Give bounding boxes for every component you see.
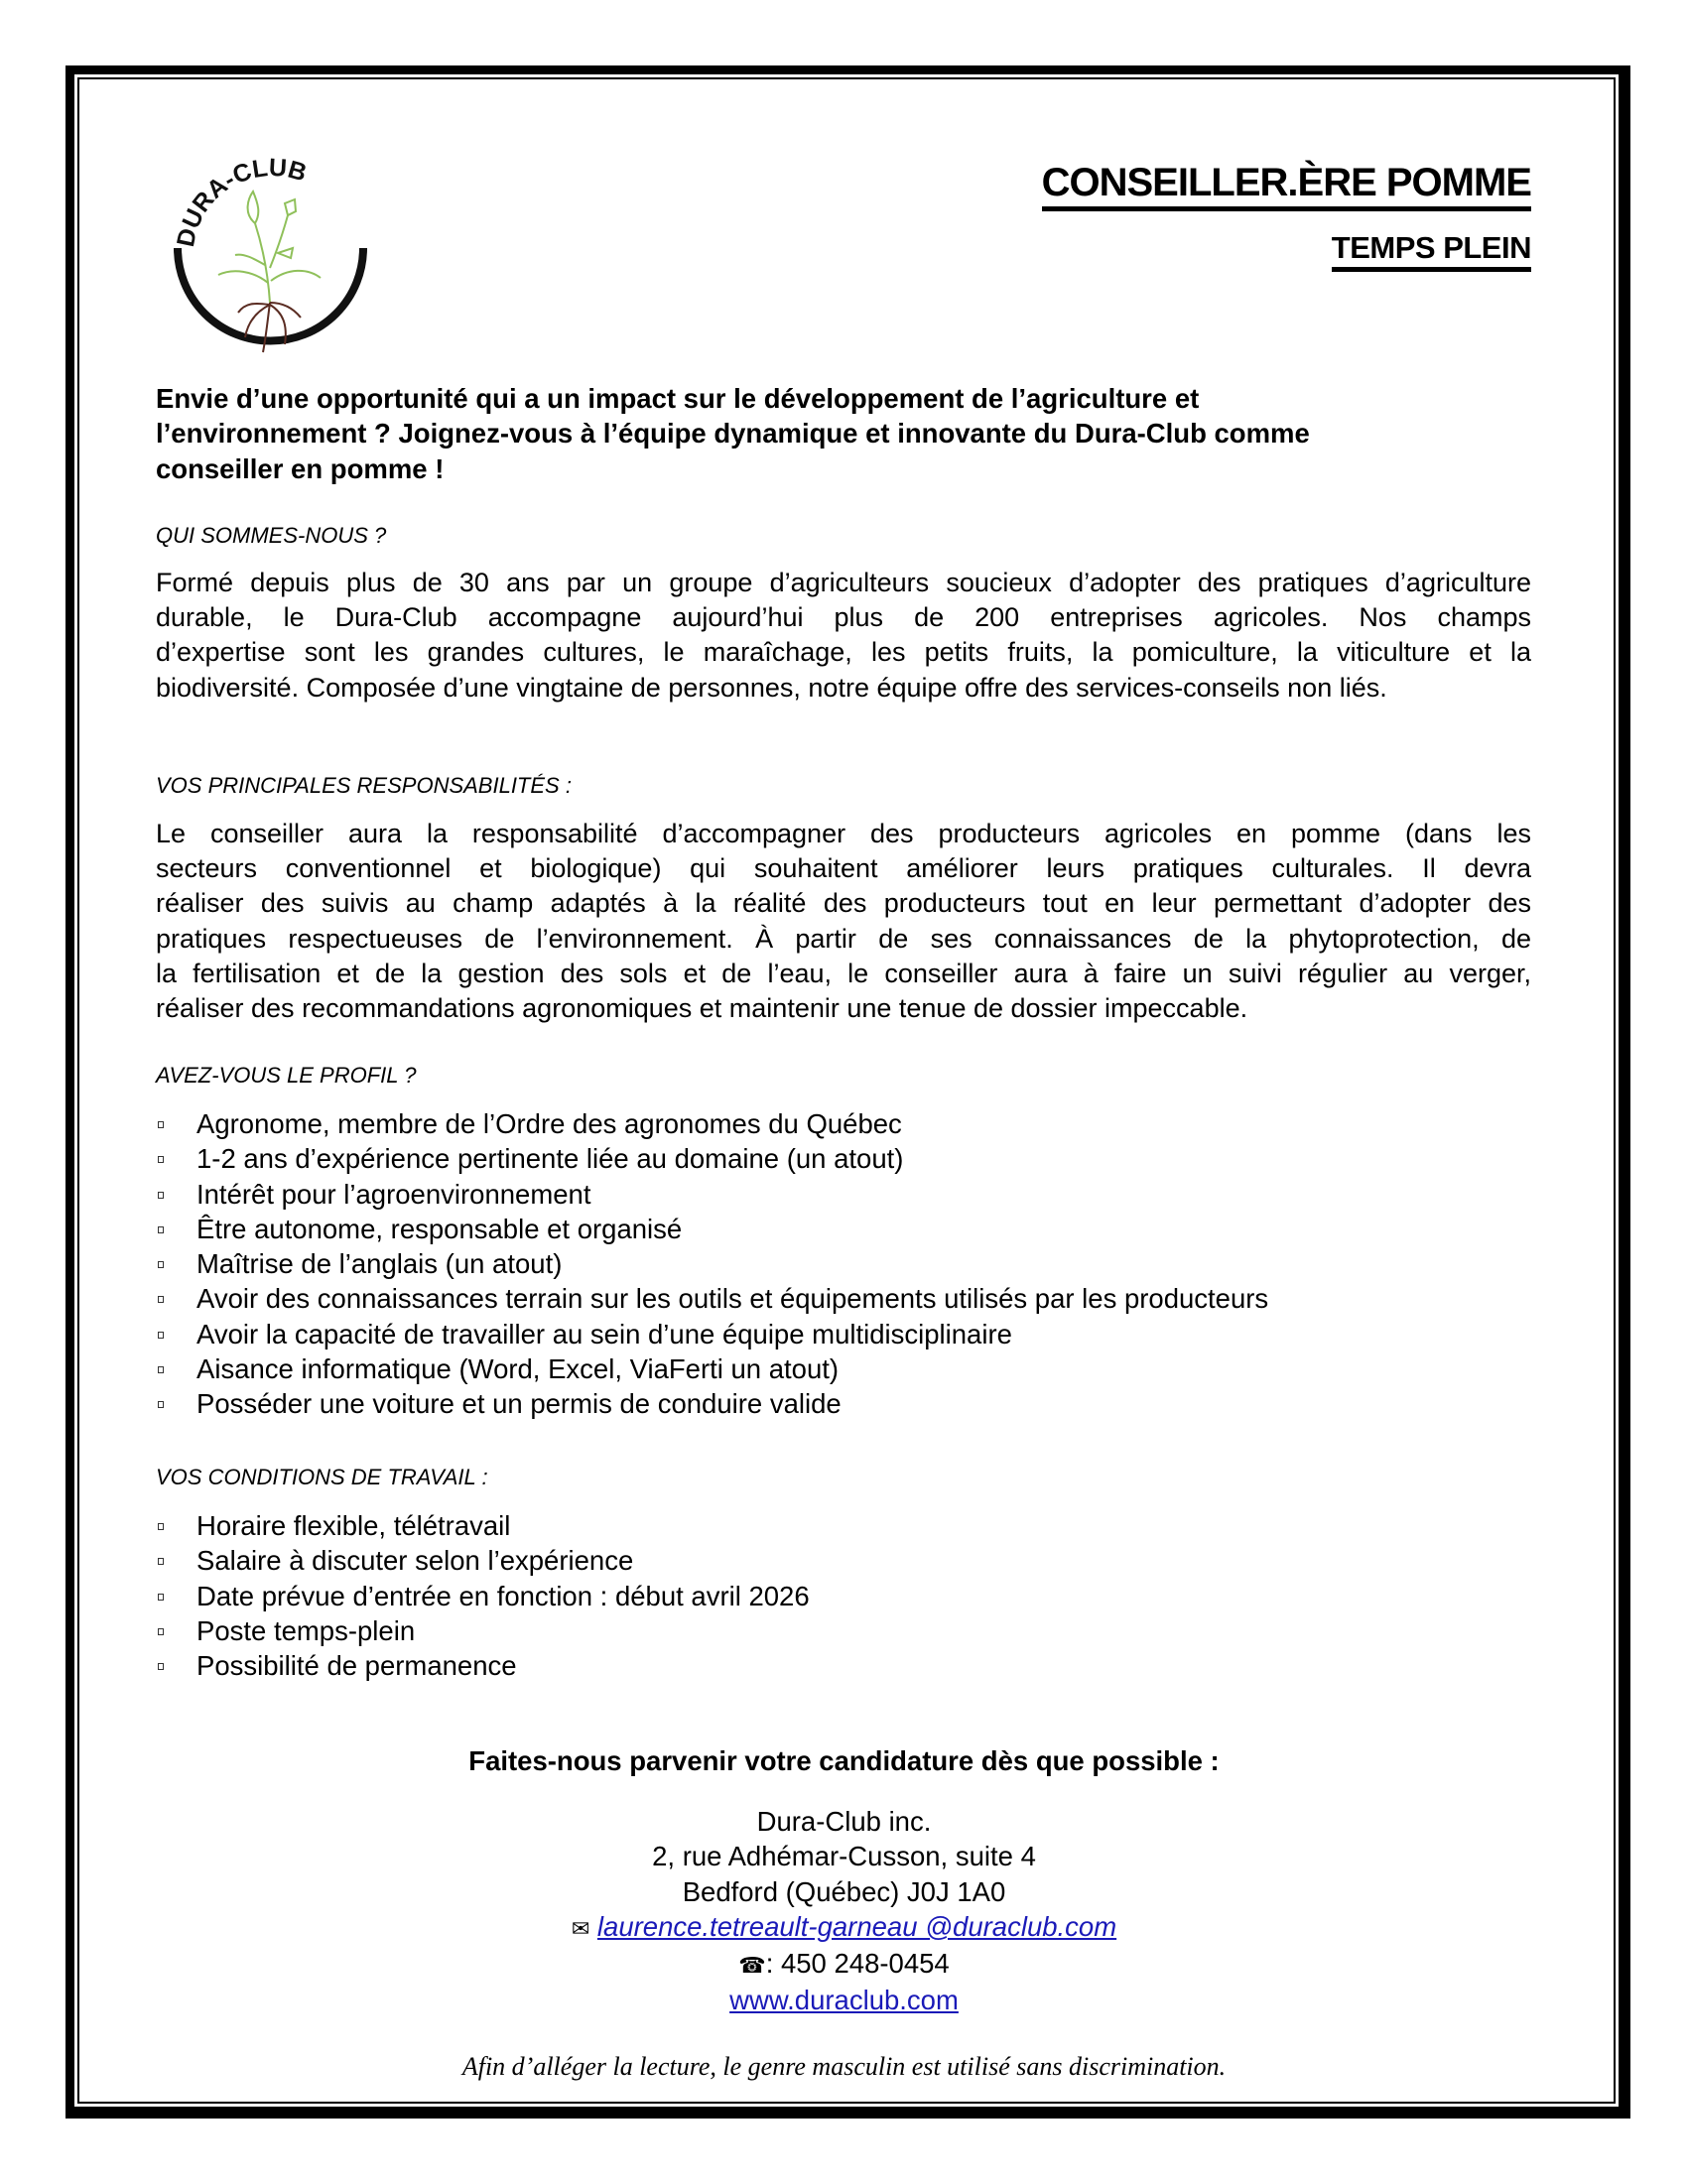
- city-postal: Bedford (Québec) J0J 1A0: [682, 1875, 1006, 1907]
- list-item: [156, 1317, 1268, 1351]
- job-type: TEMPS PLEIN: [1332, 230, 1531, 272]
- list-item: [156, 1246, 1268, 1281]
- paragraph-line: réaliser des suivis au champ adaptés à la réalité des producteurs tout en leur permettant d’adopter des: [156, 888, 1531, 919]
- list-item: [156, 1386, 1268, 1421]
- list-item: [156, 1281, 1268, 1316]
- square-bullet-icon: [158, 1523, 164, 1530]
- square-bullet-icon: [158, 1366, 164, 1373]
- email-link[interactable]: laurence.tetreault-garneau @duraclub.com: [596, 1910, 1117, 1942]
- responsibilities-paragraph: [156, 817, 1531, 1026]
- list-item-text: Intérêt pour l’agroenvironnement: [196, 1178, 591, 1210]
- list-item-text: Possibilité de permanence: [196, 1650, 517, 1682]
- section-heading-about: QUI SOMMES-NOUS ?: [156, 523, 387, 548]
- company-name: Dura-Club inc.: [756, 1806, 932, 1837]
- list-item: [156, 1141, 1268, 1176]
- section-heading-profile: AVEZ-VOUS LE PROFIL ?: [156, 1063, 417, 1088]
- paragraph-line: Le conseiller aura la responsabilité d’accompagner des producteurs agricoles en pomme (dans les: [156, 819, 1531, 848]
- paragraph-line: Formé depuis plus de 30 ans par un groupe d’agriculteurs soucieux d’adopter des pratiques d’agriculture: [156, 568, 1531, 597]
- list-item: [156, 1212, 1268, 1246]
- profile-list: [156, 1106, 1268, 1422]
- list-item: [156, 1543, 810, 1578]
- square-bullet-icon: [158, 1121, 164, 1128]
- list-item-text: Agronome, membre de l’Ordre des agronomes du Québec: [196, 1108, 902, 1139]
- square-bullet-icon: [158, 1594, 164, 1601]
- list-item-text: Avoir des connaissances terrain sur les outils et équipements utilisés par les producteurs: [196, 1283, 1269, 1315]
- intro-line: l’environnement ? Joignez-vous à l’équipe dynamique et innovante du Dura-Club comme: [156, 418, 1310, 450]
- phone-icon: ☎: [738, 1953, 766, 1979]
- list-item: [156, 1648, 810, 1683]
- section-heading-responsibilities: VOS PRINCIPALES RESPONSABILITÉS :: [156, 773, 572, 798]
- list-item: [156, 1508, 810, 1543]
- list-item: [156, 1351, 1268, 1386]
- list-item-text: Poste temps-plein: [196, 1614, 416, 1646]
- job-title: CONSEILLER.ÈRE POMME: [1042, 161, 1531, 211]
- square-bullet-icon: [158, 1192, 164, 1199]
- envelope-icon: ✉: [571, 1915, 590, 1941]
- intro-line: Envie d’une opportunité qui a un impact sur le développement de l’agriculture et: [156, 383, 1200, 414]
- list-item-text: Horaire flexible, télétravail: [196, 1510, 511, 1541]
- paragraph-line: d’expertise sont les grandes cultures, le maraîchage, les petits fruits, la pomiculture, la viticulture et la: [156, 637, 1531, 668]
- conditions-list: [156, 1508, 810, 1683]
- svg-text:DURA-CLUB: DURA-CLUB: [171, 154, 311, 250]
- square-bullet-icon: [158, 1261, 164, 1268]
- square-bullet-icon: [158, 1296, 164, 1303]
- paragraph-line: pratiques respectueuses de l’environnement. À partir de ses connaissances de la phytoprotection, de: [156, 923, 1531, 954]
- dura-club-logo: [164, 154, 377, 367]
- square-bullet-icon: [158, 1401, 164, 1408]
- website-link[interactable]: www.duraclub.com: [729, 1985, 959, 2016]
- list-item-text: Maîtrise de l’anglais (un atout): [196, 1248, 563, 1280]
- paragraph-line: réaliser des recommandations agronomiques et maintenir une tenue de dossier impeccable.: [156, 992, 1248, 1023]
- list-item-text: Avoir la capacité de travailler au sein d’une équipe multidisciplinaire: [196, 1318, 1012, 1349]
- paragraph-line: secteurs conventionnel et biologique) qui souhaitent améliorer leurs pratiques culturales. Il devra: [156, 853, 1531, 884]
- street-address: 2, rue Adhémar-Cusson, suite 4: [652, 1841, 1036, 1872]
- application-call-to-action: Faites-nous parvenir votre candidature dès que possible :: [468, 1745, 1220, 1776]
- phone-number: : 450 248-0454: [765, 1948, 950, 1980]
- contact-block: [0, 1804, 1688, 2018]
- paragraph-line: biodiversité. Composée d’une vingtaine de personnes, notre équipe offre des services-conseils non liés.: [156, 672, 1387, 703]
- square-bullet-icon: [158, 1558, 164, 1565]
- list-item-text: Aisance informatique (Word, Excel, ViaFerti un atout): [196, 1353, 840, 1385]
- list-item-text: Date prévue d’entrée en fonction : début avril 2026: [196, 1580, 810, 1611]
- list-item-text: Être autonome, responsable et organisé: [196, 1213, 683, 1244]
- paragraph-line: la fertilisation et de la gestion des sols et de l’eau, le conseiller aura à faire un suivi régulier au verger,: [156, 958, 1531, 988]
- list-item: [156, 1106, 1268, 1141]
- square-bullet-icon: [158, 1156, 164, 1163]
- paragraph-line: durable, le Dura-Club accompagne aujourd’hui plus de 200 entreprises agricoles. Nos champs: [156, 602, 1531, 633]
- list-item-text: Salaire à discuter selon l’expérience: [196, 1545, 634, 1577]
- square-bullet-icon: [158, 1226, 164, 1233]
- square-bullet-icon: [158, 1663, 164, 1670]
- intro-line: conseiller en pomme !: [156, 452, 445, 484]
- footer-note: Afin d’alléger la lecture, le genre masculin est utilisé sans discrimination.: [461, 2052, 1227, 2081]
- section-heading-conditions: VOS CONDITIONS DE TRAVAIL :: [156, 1465, 488, 1489]
- list-item: [156, 1177, 1268, 1212]
- square-bullet-icon: [158, 1332, 164, 1339]
- square-bullet-icon: [158, 1628, 164, 1635]
- intro-text: [156, 381, 1310, 486]
- list-item-text: 1-2 ans d’expérience pertinente liée au domaine (un atout): [196, 1143, 904, 1175]
- about-paragraph: [156, 566, 1531, 706]
- list-item-text: Posséder une voiture et un permis de conduire valide: [196, 1388, 842, 1420]
- list-item: [156, 1579, 810, 1613]
- list-item: [156, 1613, 810, 1648]
